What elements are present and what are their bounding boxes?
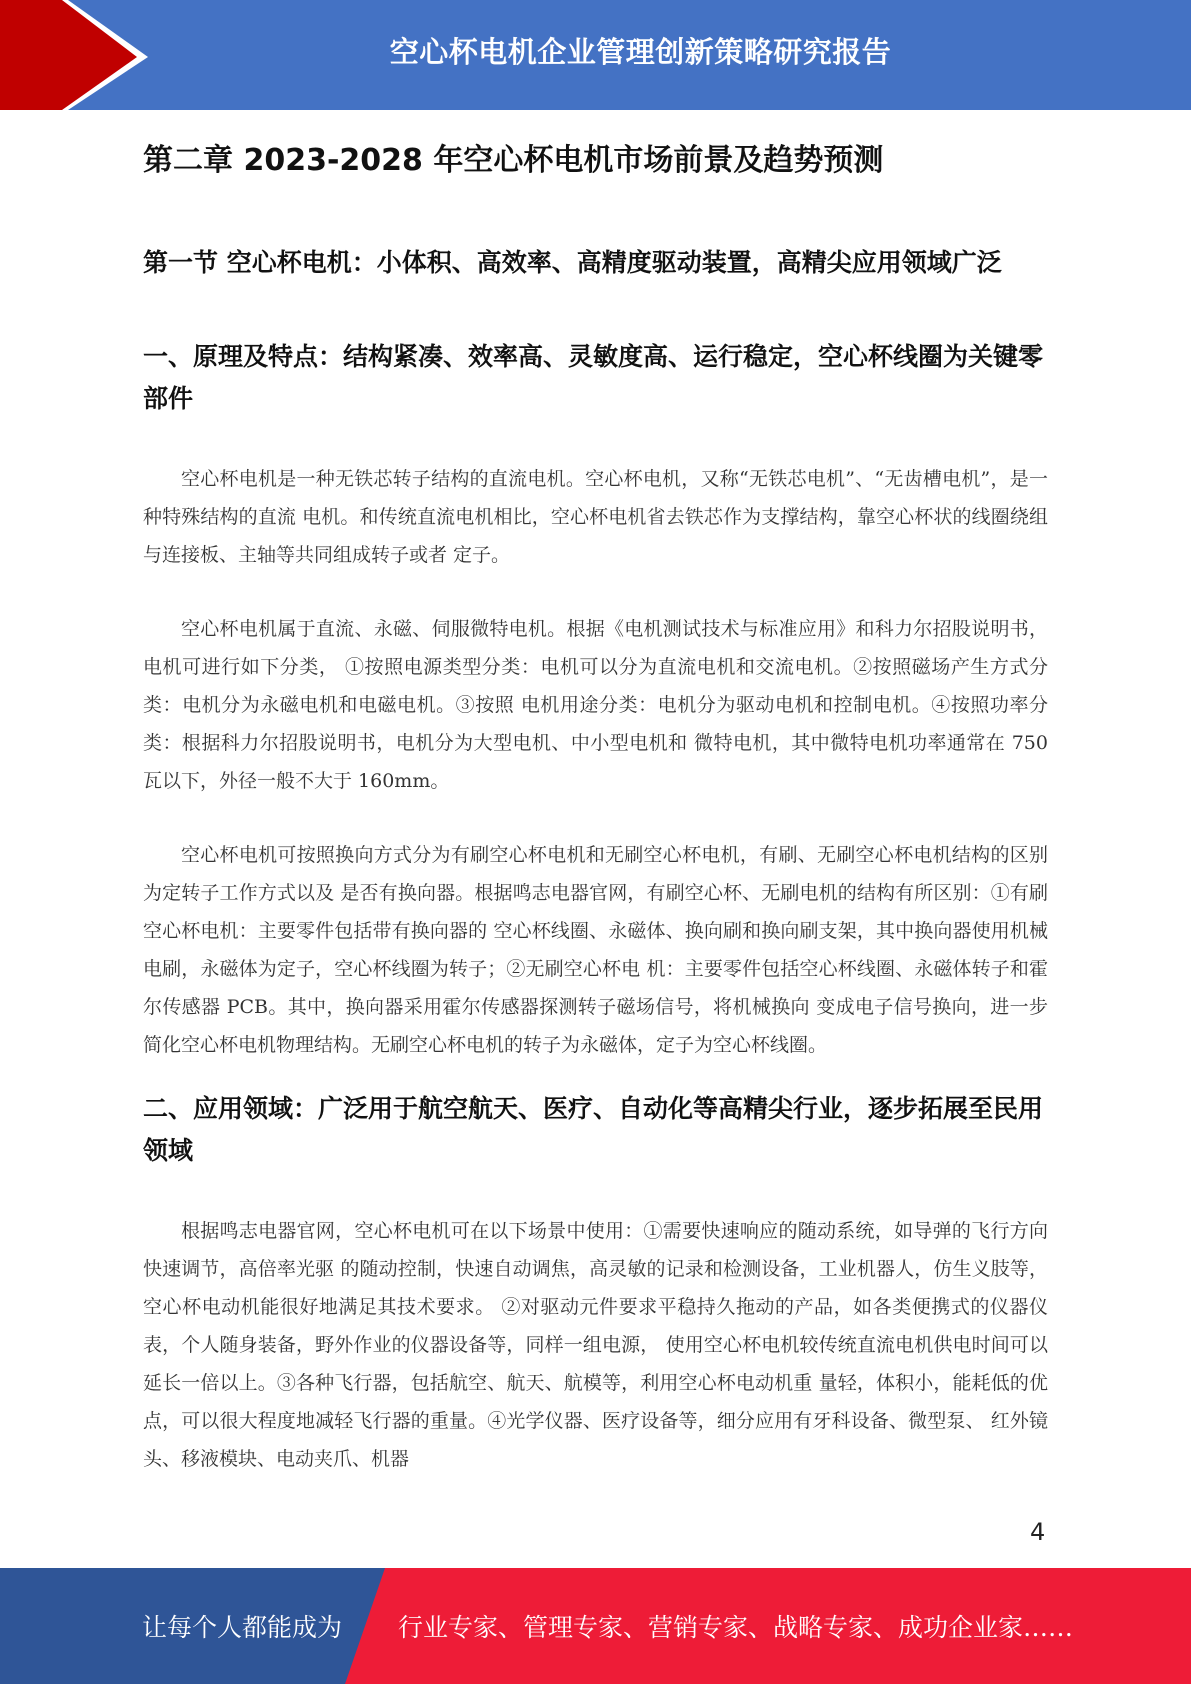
paragraph: 根据鸣志电器官网，空心杯电机可在以下场景中使用：①需要快速响应的随动系统，如导弹的飞行方向快速调节，高倍率光驱 的随动控制，快速自动调焦，高灵敏的记录和检测设备，工业机器人，仿生义肢等，空心杯电动机能很好地满足其技术要求。 ②对驱动元件要求平稳持久拖动的产品，如各类便携式的仪器仪表，个人随身装备，野外作业的仪器设备等，同样一组电源， 使用空心杯电机较传统直流电机供电时间可以延长一倍以上。③各种飞行器，包括航空、航天、航模等，利用空心杯电动机重 量轻，体积小，能耗低的优点，可以很大程度地减轻飞行器的重量。④光学仪器、医疗设备等，细分应用有牙科设备、微型泵、 红外镜头、移液模块、电动夹爪、机器 [143, 1220, 1048, 1470]
footer-slogan-left: 让每个人都能成为 [142, 1613, 343, 1642]
section-title: 第一节 空心杯电机：小体积、高效率、高精度驱动装置，高精尖应用领域广泛 [143, 248, 1002, 277]
footer-slogan-right: 行业专家、管理专家、营销专家、战略专家、成功企业家…… [398, 1613, 1074, 1642]
page-footer [0, 1568, 1191, 1684]
chapter-title: 第二章 2023-2028 年空心杯电机市场前景及趋势预测 [143, 143, 884, 178]
page-number: 4 [1030, 1518, 1046, 1546]
paragraph: 空心杯电机是一种无铁芯转子结构的直流电机。空心杯电机，又称“无铁芯电机”、“无齿槽电机”，是一种特殊结构的直流 电机。和传统直流电机相比，空心杯电机省去铁芯作为支撑结构，靠空心杯状的线圈绕组与连接板、主轴等共同组成转子或者 定子。 [143, 468, 1048, 566]
paragraph: 空心杯电机属于直流、永磁、伺服微特电机。根据《电机测试技术与标准应用》和科力尔招股说明书，电机可进行如下分类， ①按照电源类型分类：电机可以分为直流电机和交流电机。②按照磁场产生方式分类：电机分为永磁电机和电磁电机。③按照 电机用途分类：电机分为驱动电机和控制电机。④按照功率分类：根据科力尔招股说明书，电机分为大型电机、中小型电机和 微特电机，其中微特电机功率通常在 750 瓦以下，外径一般不大于 160mm。 [143, 618, 1048, 792]
subsection-heading-2: 二、应用领域：广泛用于航空航天、医疗、自动化等高精尖行业，逐步拓展至民用领域 [143, 1094, 1044, 1165]
report-title: 空心杯电机企业管理创新策略研究报告 [389, 35, 892, 69]
paragraph: 空心杯电机可按照换向方式分为有刷空心杯电机和无刷空心杯电机，有刷、无刷空心杯电机结构的区别为定转子工作方式以及 是否有换向器。根据鸣志电器官网，有刷空心杯、无刷电机的结构有所区别：①有刷空心杯电机：主要零件包括带有换向器的 空心杯线圈、永磁体、换向刷和换向刷支架，其中换向器使用机械电刷，永磁体为定子，空心杯线圈为转子；②无刷空心杯电 机：主要零件包括空心杯线圈、永磁体转子和霍尔传感器 PCB。其中，换向器采用霍尔传感器探测转子磁场信号，将机械换向 变成电子信号换向，进一步简化空心杯电机物理结构。无刷空心杯电机的转子为永磁体，定子为空心杯线圈。 [143, 844, 1048, 1056]
document-body [143, 140, 1048, 1478]
subsection-heading-1: 一、原理及特点：结构紧凑、效率高、灵敏度高、运行稳定，空心杯线圈为关键零部件 [143, 342, 1044, 413]
page-header [0, 0, 1191, 110]
